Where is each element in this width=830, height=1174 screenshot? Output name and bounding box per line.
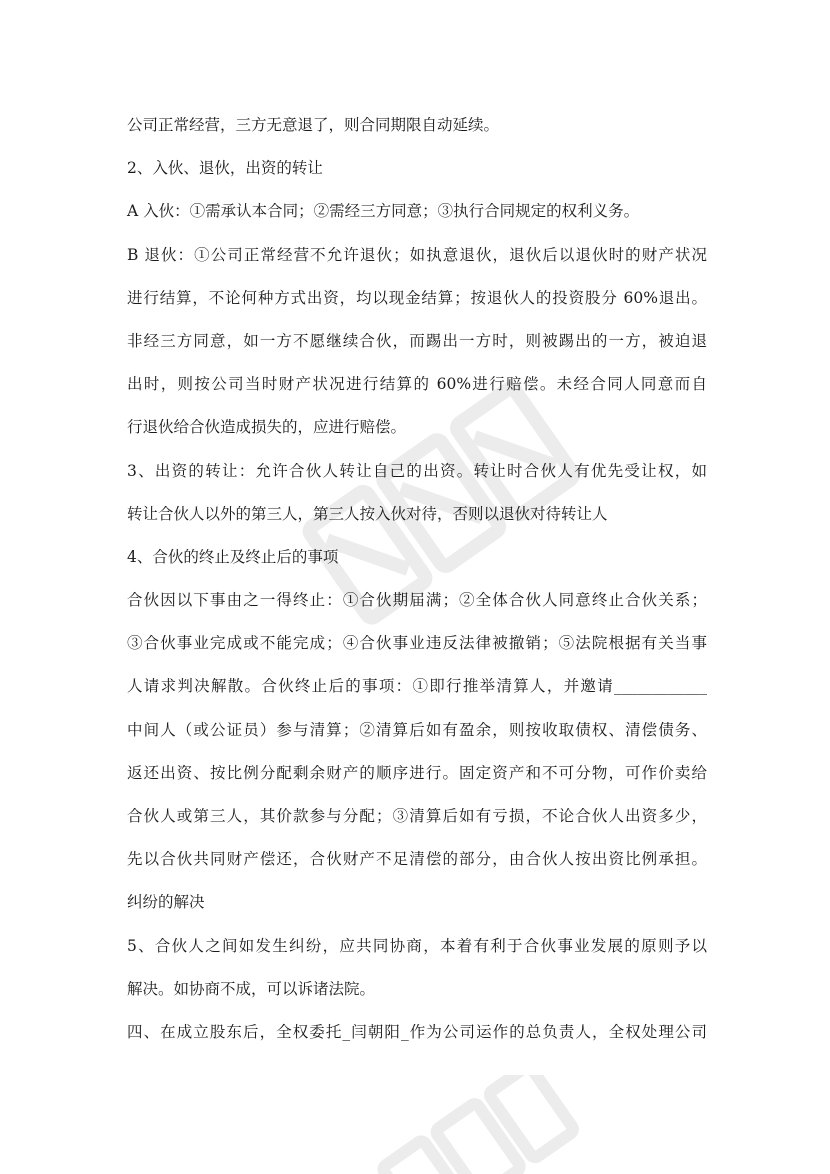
text-line: 合伙因以下事由之一得终止：①合伙期届满；②全体合伙人同意终止合伙关系； [127, 591, 707, 610]
text-line: 中间人（或公证员）参与清算；②清算后如有盈余，则按收取债权、清偿债务、 [127, 720, 707, 739]
text-line: 转让合伙人以外的第三人，第三人按入伙对待，否则以退伙对待转让人 [127, 504, 608, 523]
text-line: 人请求判决解散。合伙终止后的事项：①即行推举清算人，并邀请____________ [127, 677, 707, 696]
text-line: 3、出资的转让：允许合伙人转让自己的出资。转让时合伙人有优先受让权，如 [127, 461, 707, 480]
text-line: 返还出资、按比例分配剩余财产的顺序进行。固定资产和不可分物，可作价卖给 [127, 763, 707, 782]
text-line: 5、合伙人之间如发生纠纷，应共同协商，本着有利于合伙事业发展的原则予以 [127, 936, 707, 955]
document-body [127, 104, 707, 1054]
text-line: 先以合伙共同财产偿还，合伙财产不足清偿的部分，由合伙人按出资比例承担。 [127, 850, 707, 869]
text-line: A 入伙：①需承认本合同；②需经三方同意；③执行合同规定的权利义务。 [127, 202, 640, 221]
text-line: 合伙人或第三人，其价款参与分配；③清算后如有亏损，不论合伙人出资多少， [127, 807, 707, 825]
text-line: 4、合伙的终止及终止后的事项 [127, 547, 339, 566]
text-line: 公司正常经营，三方无意退了，则合同期限自动延续。 [127, 116, 500, 134]
text-line: 非经三方同意，如一方不愿继续合伙，而踢出一方时，则被踢出的一方，被迫退 [127, 331, 707, 350]
text-line: ③合伙事业完成或不能完成；④合伙事业违反法律被撤销；⑤法院根据有关当事 [127, 634, 707, 653]
text-line: 纠纷的解决 [127, 893, 205, 912]
text-line: 出时，则按公司当时财产状况进行结算的 60%进行赔偿。未经合同人同意而自 [127, 375, 707, 394]
text-line: B 退伙：①公司正常经营不允许退伙；如执意退伙，退伙后以退伙时的财产状况 [127, 245, 707, 264]
watermark-bottom-icon [360, 1075, 580, 1174]
text-line: 行退伙给合伙造成损失的，应进行赔偿。 [127, 418, 407, 437]
text-line: 2、入伙、退伙，出资的转让 [127, 159, 323, 178]
text-line: 解决。如协商不成，可以诉诸法院。 [127, 979, 376, 998]
text-line: 四、在成立股东后，全权委托_闫朝阳_作为公司运作的总负责人，全权处理公司 [127, 1022, 707, 1041]
text-line: 进行结算，不论何种方式出资，均以现金结算；按退伙人的投资股分 60%退出。 [127, 288, 707, 307]
